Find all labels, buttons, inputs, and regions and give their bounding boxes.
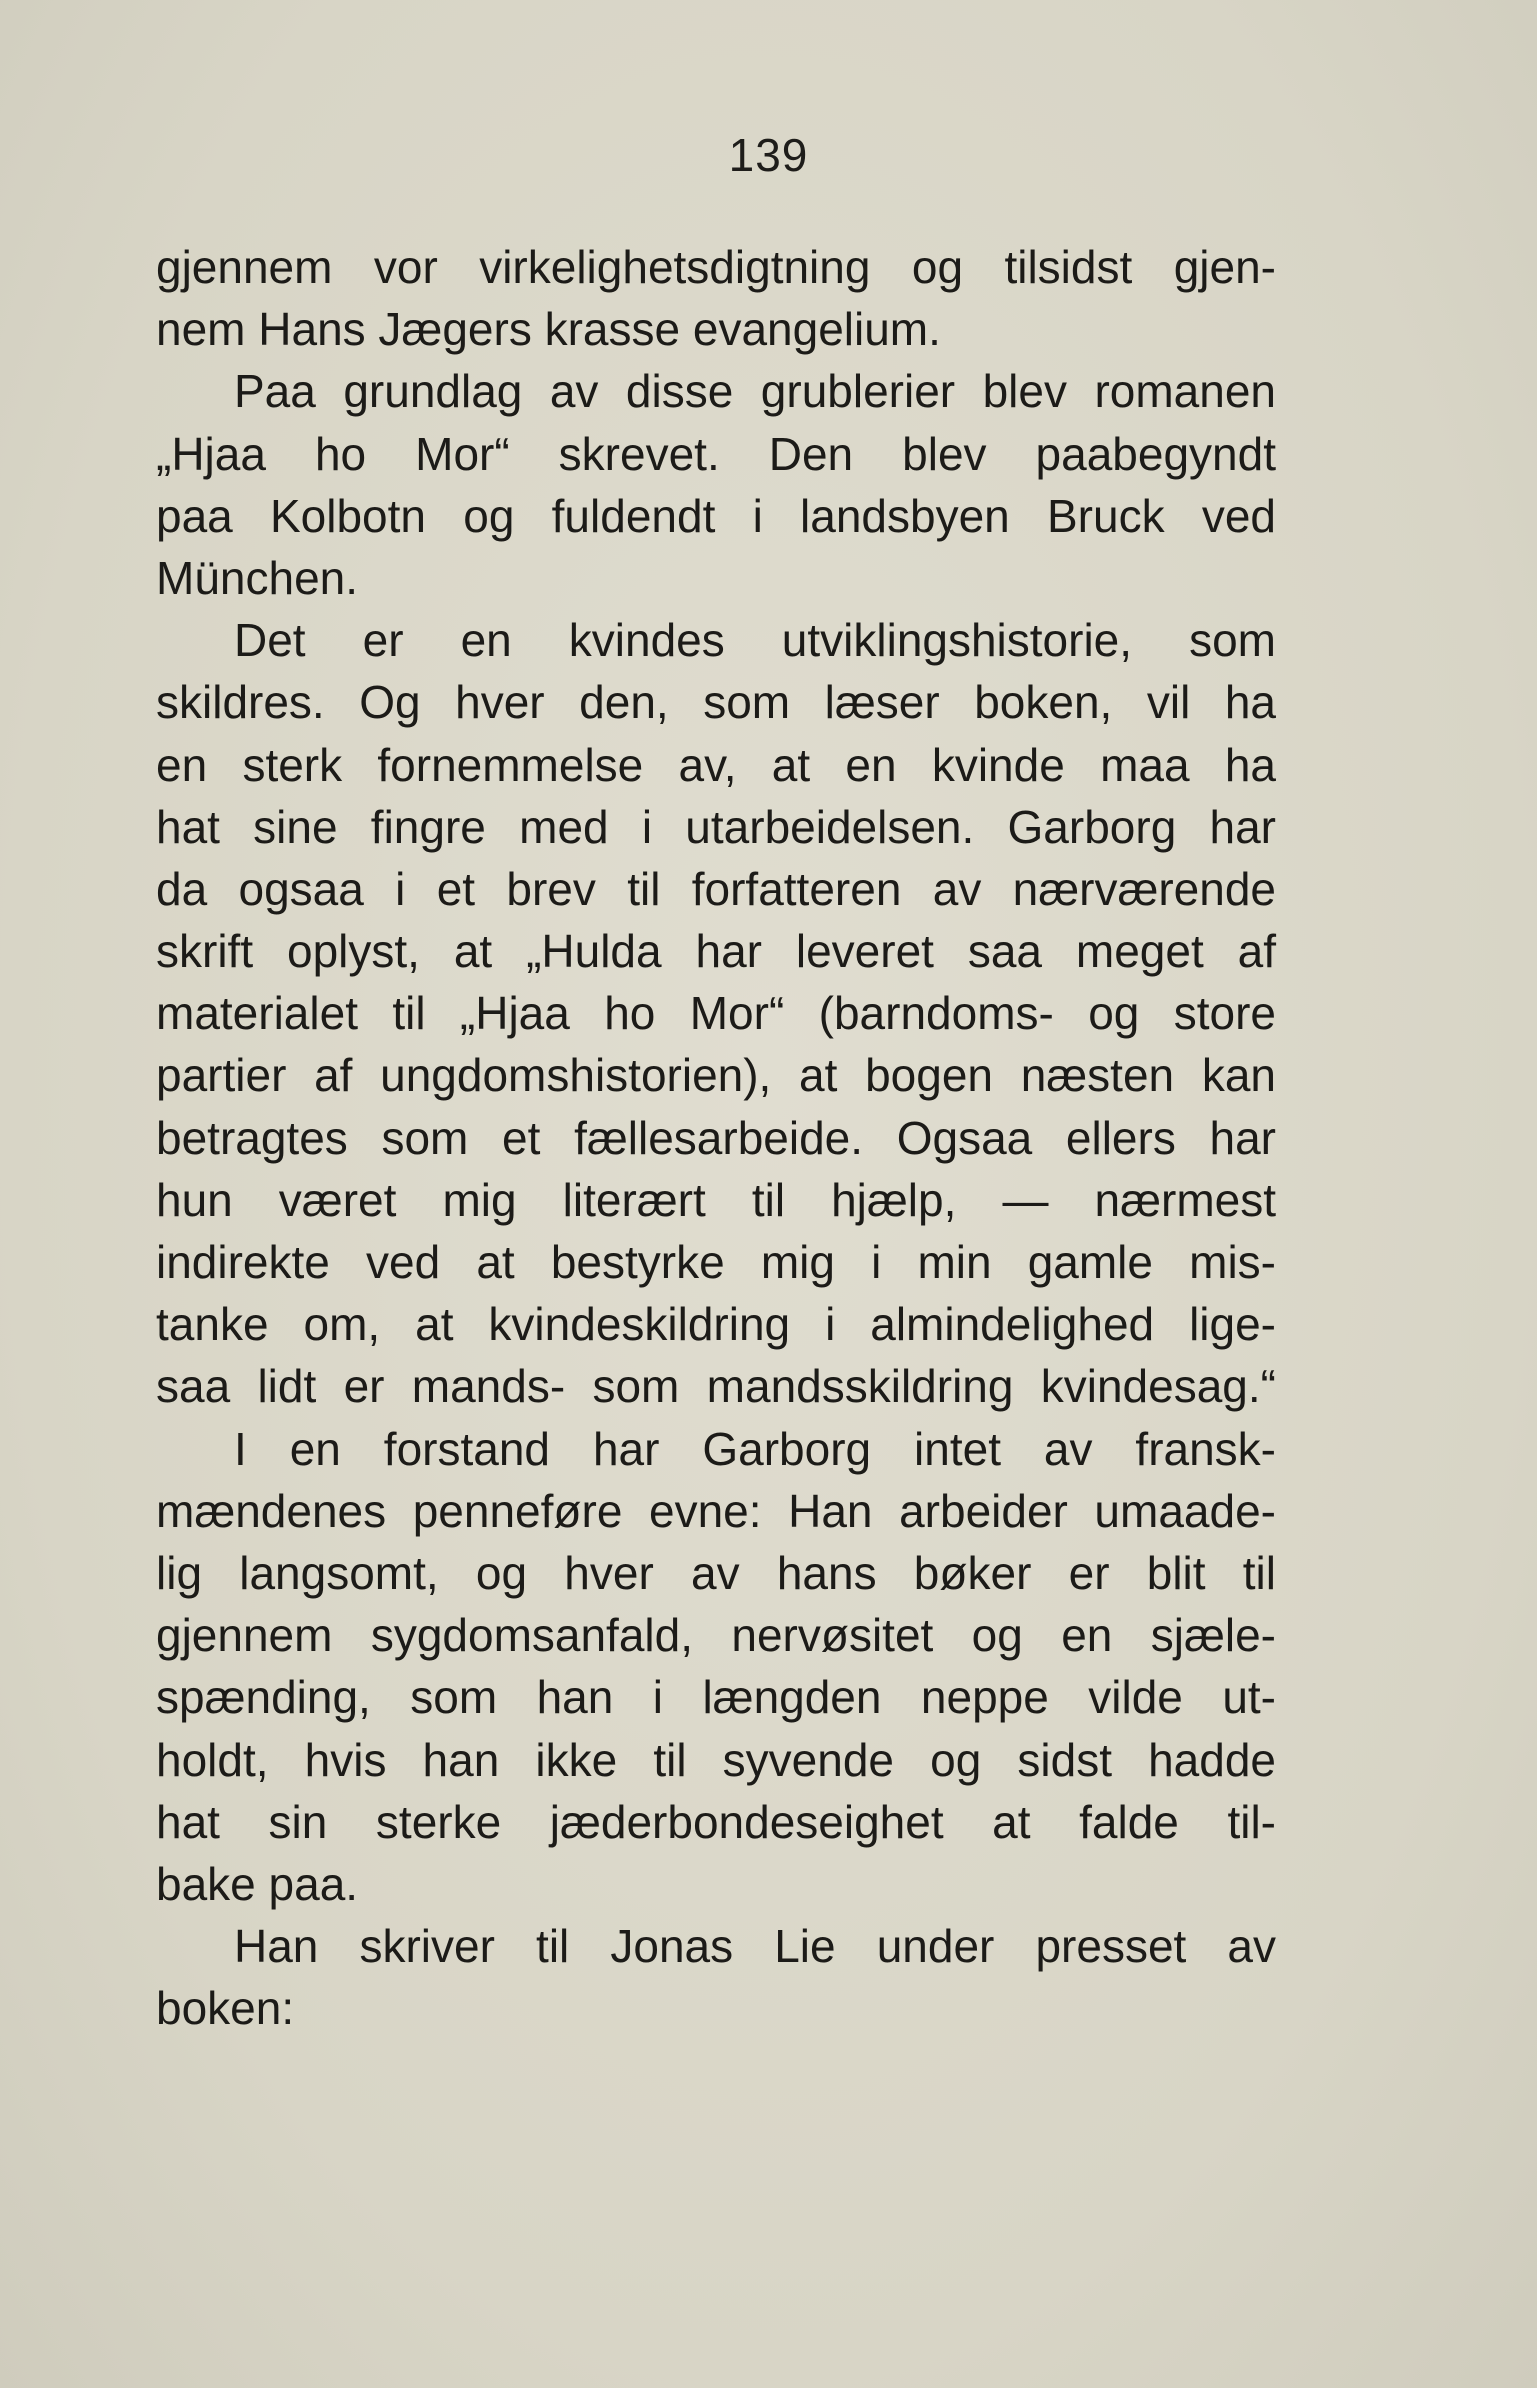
- text-line: partier af ungdomshistorien), at bogen næsten kan: [156, 1049, 1276, 1102]
- text-line: betragtes som et fællesarbeide. Ogsaa ellers har: [156, 1111, 1276, 1164]
- text-line: skildres. Og hver den, som læser boken, vil ha: [156, 676, 1276, 729]
- text-line: spænding, som han i længden neppe vilde ut-: [156, 1671, 1276, 1724]
- text-line: gjennem sygdomsanfald, nervøsitet og en sjæle-: [156, 1609, 1276, 1662]
- text-line: materialet til „Hjaa ho Mor“ (barndoms- og store: [156, 987, 1276, 1040]
- text-line: paa Kolbotn og fuldendt i landsbyen Bruck ved: [156, 489, 1276, 542]
- text-line: gjennem vor virkelighetsdigtning og tilsidst gjen-: [156, 241, 1276, 293]
- text-line: nem Hans Jægers krasse evangelium.: [156, 303, 941, 356]
- text-line: bake paa.: [156, 1857, 359, 1910]
- text-line: boken:: [156, 1982, 295, 2035]
- text-line: en sterk fornemmelse av, at en kvinde maa ha: [156, 738, 1276, 791]
- text-line: Det er en kvindes utviklingshistorie, som: [234, 614, 1276, 667]
- text-line: skrift oplyst, at „Hulda har leveret saa meget af: [156, 925, 1276, 978]
- text-line: hun været mig literært til hjælp, — nærmest: [156, 1173, 1276, 1226]
- text-line: saa lidt er mands- som mandsskildring kvindesag.“: [156, 1360, 1276, 1413]
- text-line: tanke om, at kvindeskildring i almindelighed lige-: [156, 1298, 1276, 1351]
- text-line: lig langsomt, og hver av hans bøker er blit til: [156, 1546, 1276, 1599]
- text-line: holdt, hvis han ikke til syvende og sidst hadde: [156, 1733, 1276, 1786]
- text-line: „Hjaa ho Mor“ skrevet. Den blev paabegyndt: [156, 427, 1276, 480]
- text-line: da ogsaa i et brev til forfatteren av nærværende: [156, 862, 1276, 915]
- text-line: München.: [156, 551, 359, 604]
- text-line: I en forstand har Garborg intet av fransk-: [234, 1422, 1276, 1475]
- body-text: [156, 236, 1276, 2039]
- text-line: Paa grundlag av disse grublerier blev romanen: [234, 365, 1276, 418]
- text-line: indirekte ved at bestyrke mig i min gamle mis-: [156, 1236, 1276, 1288]
- text-line: hat sin sterke jæderbondeseighet at falde til-: [156, 1795, 1276, 1848]
- page-number: 139: [728, 129, 809, 181]
- text-line: mændenes penneføre evne: Han arbeider umaade-: [156, 1484, 1276, 1537]
- text-line: hat sine fingre med i utarbeidelsen. Garborg har: [156, 800, 1276, 853]
- text-line: Han skriver til Jonas Lie under presset av: [234, 1920, 1276, 1973]
